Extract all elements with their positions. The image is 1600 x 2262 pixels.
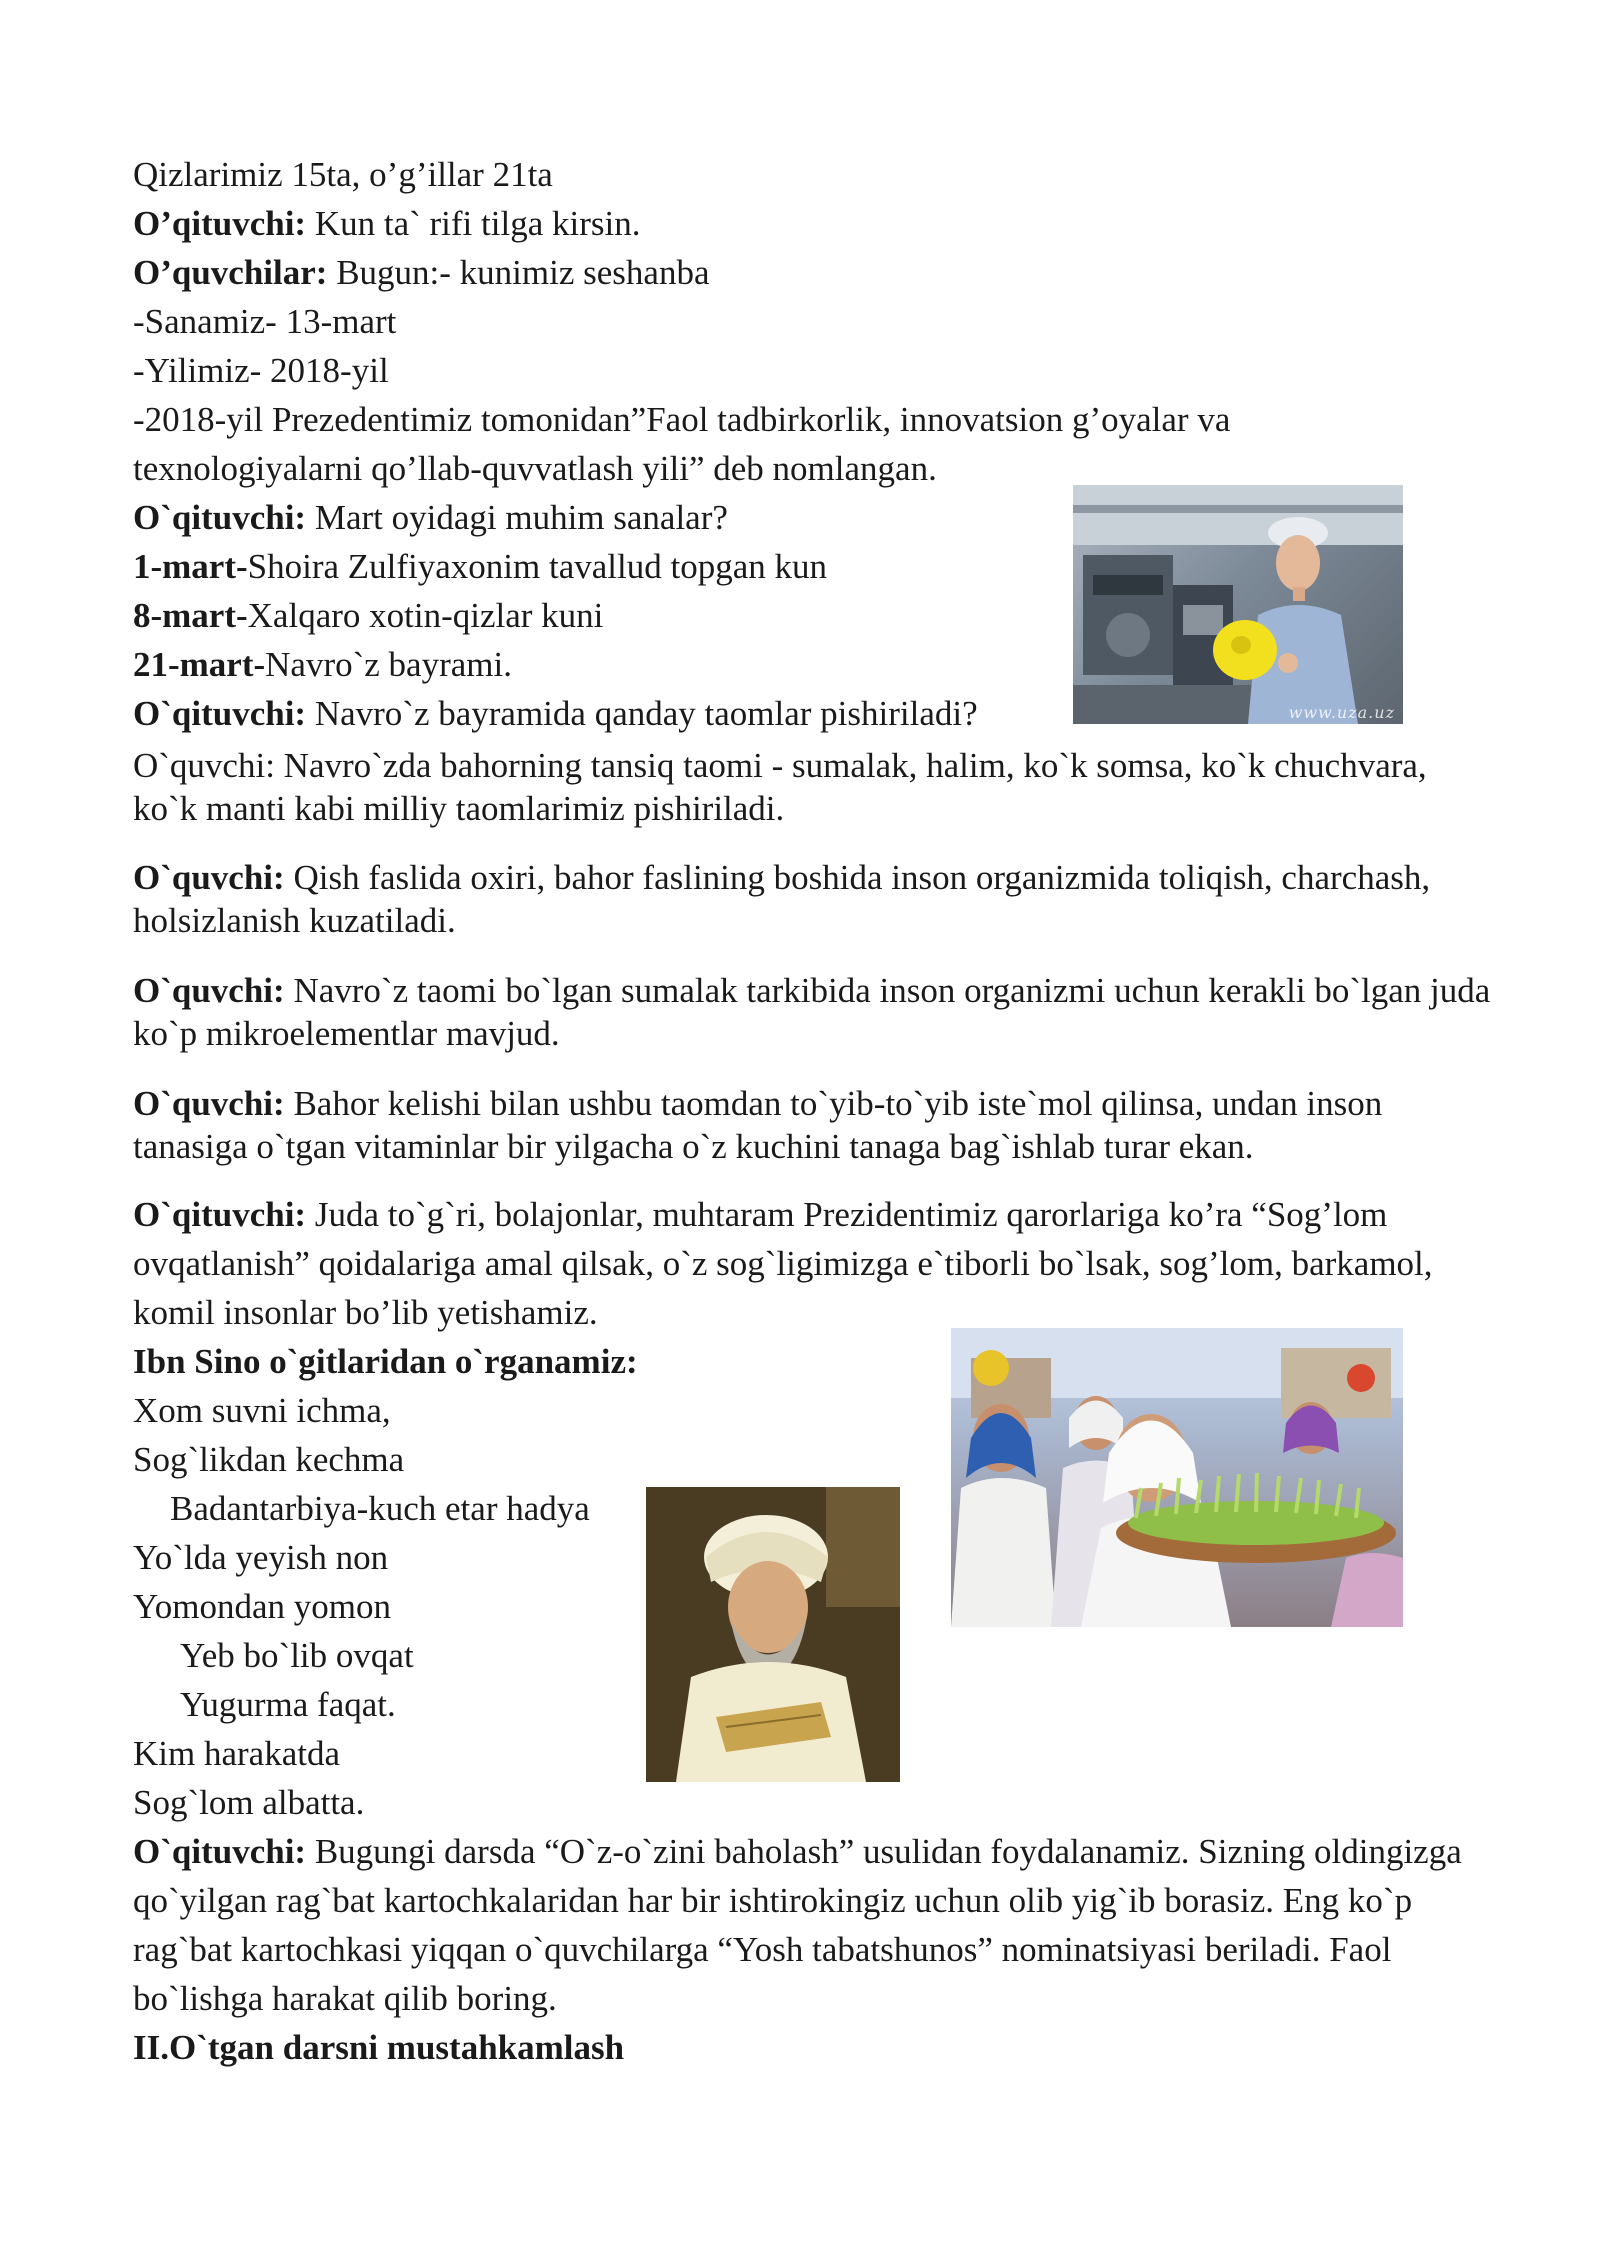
speaker-label: O`quvchi: bbox=[133, 1084, 285, 1123]
speech-text: Kun ta` rifi tilga kirsin. bbox=[306, 204, 641, 243]
poem-line: Badantarbiya-kuch etar hadya bbox=[170, 1489, 590, 1528]
poem-line: Yomondan yomon bbox=[133, 1587, 392, 1626]
ibn-sino-illustration bbox=[646, 1487, 900, 1782]
speech-text: Mart oyidagi muhim sanalar? bbox=[306, 498, 728, 537]
poem-line: Yo`lda yeyish non bbox=[133, 1538, 389, 1577]
student-answer-paragraph bbox=[133, 969, 1493, 1055]
speech-text: Navro`z bayramida qanday taomlar pishiriladi? bbox=[306, 694, 978, 733]
date-line: -Sanamiz- 13-mart bbox=[133, 302, 397, 341]
year-description-line: -2018-yil Prezedentimiz tomonidan”Faol tadbirkorlik, innovatsion g’oyalar va bbox=[133, 400, 1231, 439]
students-line bbox=[133, 248, 709, 297]
date-text: Navro`z bayrami. bbox=[265, 645, 512, 684]
date-day: 1-mart- bbox=[133, 547, 248, 586]
speech-text: O`quvchi: Navro`zda bahorning tansiq taomi - sumalak, halim, ko`k somsa, ko`k chuchvara, ko`k manti kabi milliy taomlarimiz pishiriladi. bbox=[133, 746, 1427, 828]
speaker-label: O`quvchi: bbox=[133, 858, 285, 897]
teacher-question-line bbox=[133, 689, 978, 738]
speech-text: Bugun:- kunimiz seshanba bbox=[327, 253, 710, 292]
year-line: -Yilimiz- 2018-yil bbox=[133, 351, 389, 390]
navruz-sumalak-photo bbox=[951, 1328, 1403, 1627]
year-description-line: texnologiyalarni qo’llab-quvvatlash yili” deb nomlangan. bbox=[133, 449, 937, 488]
section-heading: II.O`tgan darsni mustahkamlash bbox=[133, 2028, 625, 2067]
student-answer-paragraph bbox=[133, 856, 1493, 942]
ibn-sino-heading: Ibn Sino o`gitlaridan o`rganamiz: bbox=[133, 1342, 638, 1381]
teacher-line bbox=[133, 199, 640, 248]
poem-line: Yeb bo`lib ovqat bbox=[180, 1636, 414, 1675]
teacher-paragraph bbox=[133, 1190, 1493, 1337]
date-text: Xalqaro xotin-qizlar kuni bbox=[247, 596, 604, 635]
date-text: Shoira Zulfiyaxonim tavallud topgan kun bbox=[247, 547, 828, 586]
poem-line: Yugurma faqat. bbox=[180, 1685, 396, 1724]
speech-text: Navro`z taomi bo`lgan sumalak tarkibida inson organizmi uchun kerakli bo`lgan juda ko`p mikroelementlar mavjud. bbox=[133, 971, 1491, 1053]
date-item bbox=[133, 640, 512, 689]
photo-watermark: www.uza.uz bbox=[1288, 703, 1395, 722]
date-day: 8-mart- bbox=[133, 596, 248, 635]
poem-line: Kim harakatda bbox=[133, 1734, 340, 1773]
teacher-question-line bbox=[133, 493, 728, 542]
factory-worker-photo bbox=[1073, 485, 1403, 724]
date-item bbox=[133, 542, 827, 591]
speaker-label: O’qituvchi: bbox=[133, 204, 307, 243]
speaker-label: O`qituvchi: bbox=[133, 498, 307, 537]
speech-text: Juda to`g`ri, bolajonlar, muhtaram Prezidentimiz qarorlariga ko’ra “Sog’lom ovqatlanish” qoidalariga amal qilsak, o`z sog`ligimizga e`tiborli bo`lsak, sog’lom, barkamol, komil insonlar bo’lib yetishamiz. bbox=[133, 1195, 1433, 1332]
speaker-label: O`qituvchi: bbox=[133, 694, 307, 733]
student-answer-paragraph bbox=[133, 1082, 1493, 1168]
navruz-celebration-illustration bbox=[951, 1328, 1403, 1627]
speaker-label: O’quvchilar: bbox=[133, 253, 328, 292]
speaker-label: O`qituvchi: bbox=[133, 1832, 307, 1871]
speaker-label: O`qituvchi: bbox=[133, 1195, 307, 1234]
speech-text: Bugungi darsda “O`z-o`zini baholash” usulidan foydalanamiz. Sizning oldingizga qo`yilgan rag`bat kartochkalaridan har bir ishtirokingiz uchun olib yig`ib borasiz. Eng ko`p rag`bat kartochkasi yiqqan o`quvchilarga “Yosh tabatshunos” nominatsiyasi beriladi. Faol bo`lishga harakat qilib boring. bbox=[133, 1832, 1462, 2018]
date-item bbox=[133, 591, 603, 640]
speaker-label: O`quvchi: bbox=[133, 971, 285, 1010]
student-answer-paragraph bbox=[133, 744, 1493, 830]
poem-line: Xom suvni ichma, bbox=[133, 1391, 391, 1430]
speech-text: Qish faslida oxiri, bahor faslining boshida inson organizmida toliqish, charchash, holsizlanish kuzatiladi. bbox=[133, 858, 1431, 940]
date-day: 21-mart- bbox=[133, 645, 266, 684]
class-count-line: Qizlarimiz 15ta, o’g’illar 21ta bbox=[133, 155, 553, 194]
speech-text: Bahor kelishi bilan ushbu taomdan to`yib-to`yib iste`mol qilinsa, undan inson tanasiga o`tgan vitaminlar bir yilgacha o`z kuchini tanaga bag`ishlab turar ekan. bbox=[133, 1084, 1383, 1166]
ibn-sino-portrait bbox=[646, 1487, 900, 1782]
teacher-closing-paragraph bbox=[133, 1827, 1493, 2023]
factory-worker-illustration bbox=[1073, 485, 1403, 724]
poem-line: Sog`lom albatta. bbox=[133, 1783, 365, 1822]
poem-line: Sog`likdan kechma bbox=[133, 1440, 405, 1479]
